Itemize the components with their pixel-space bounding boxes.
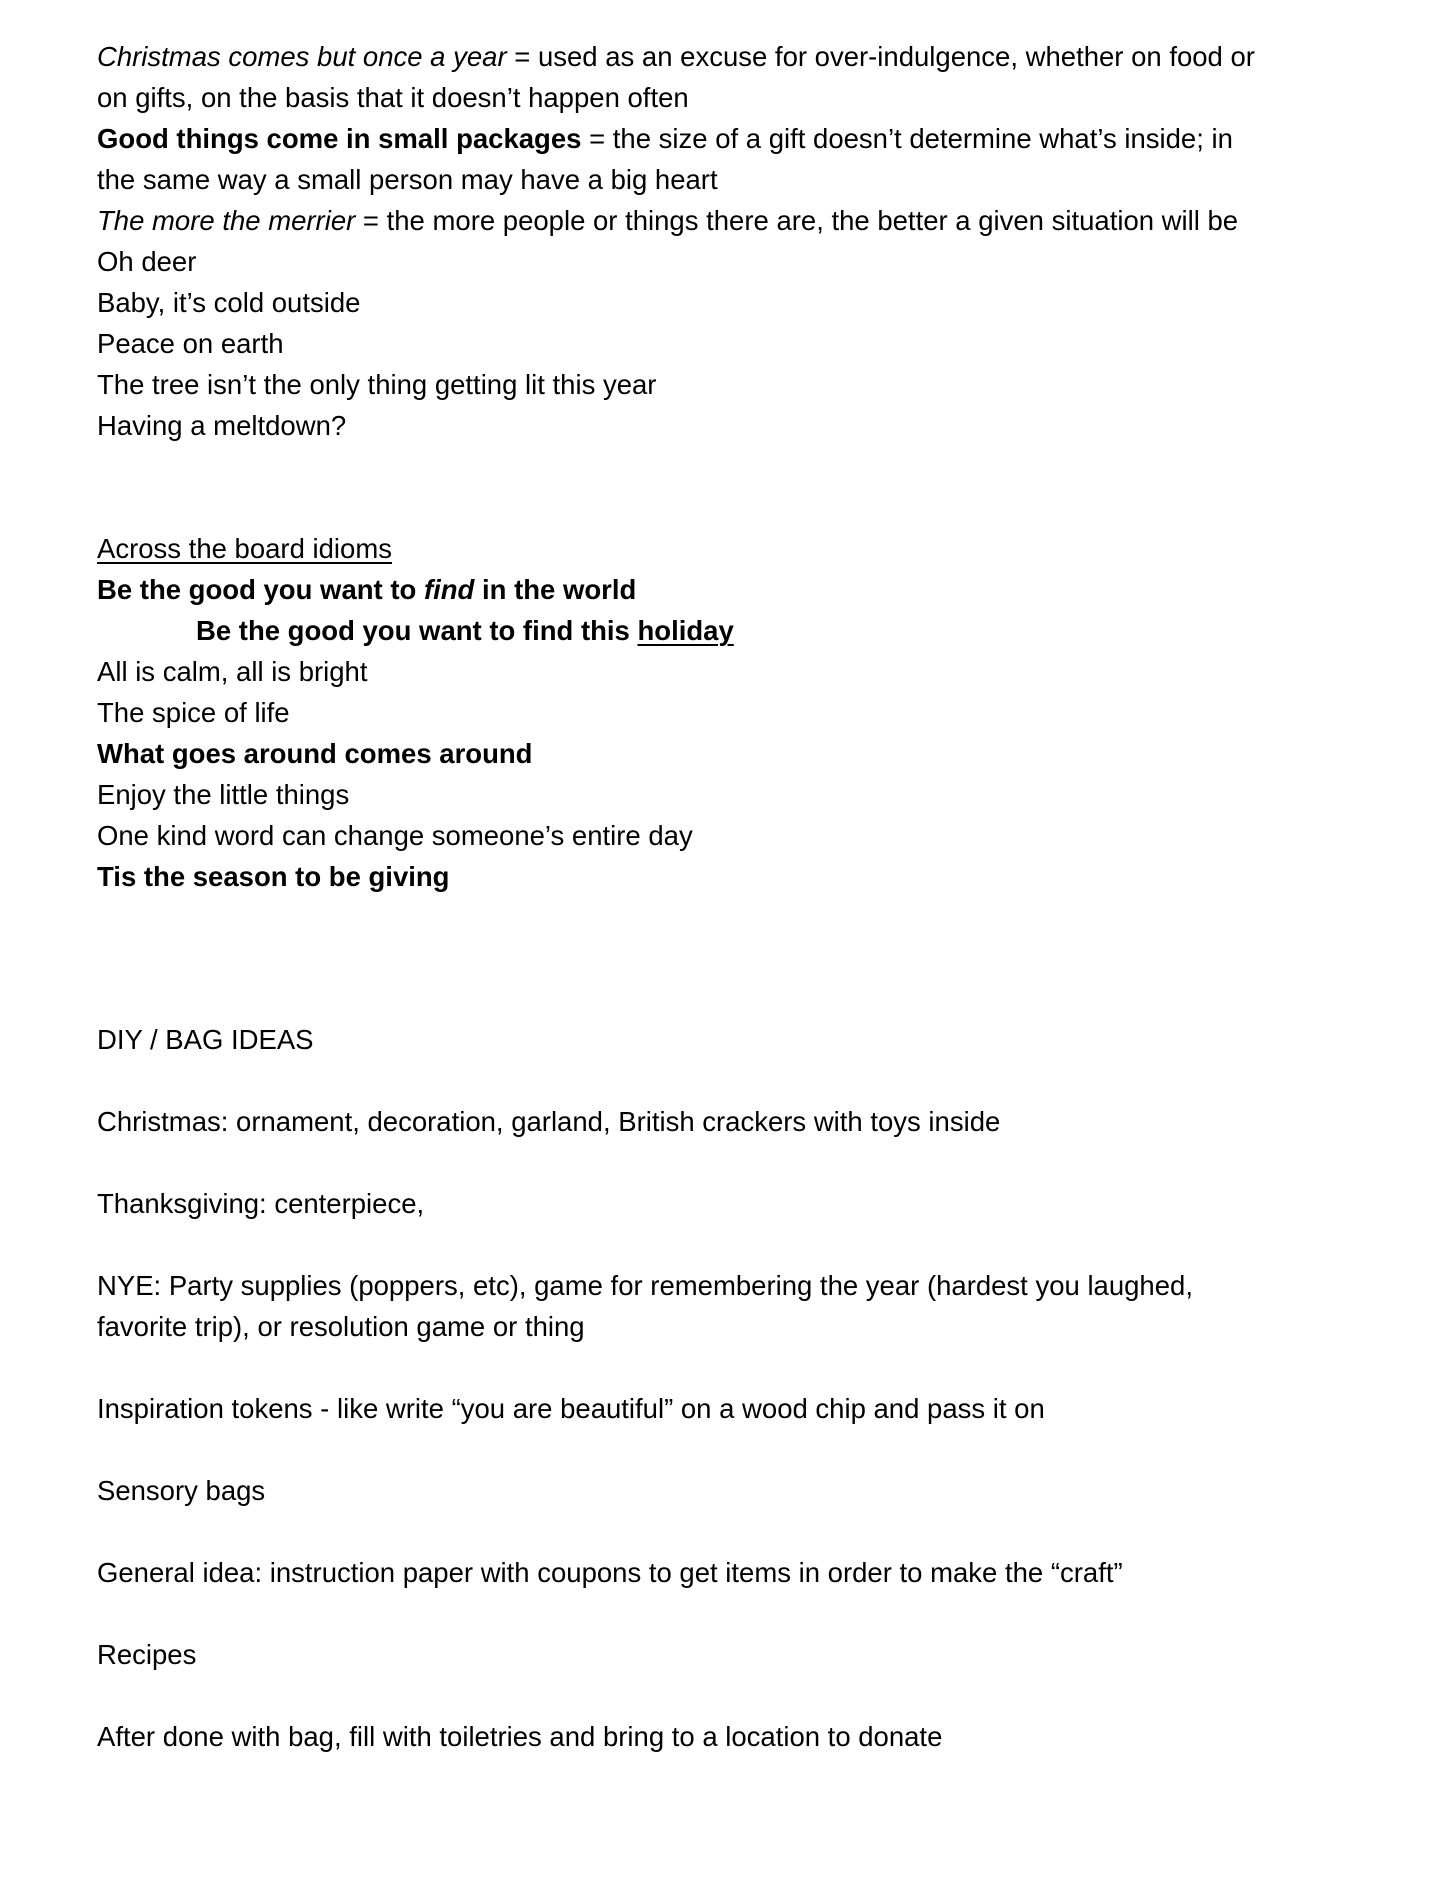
be-good-world	[97, 569, 1397, 610]
across-board-heading-text: Across the board idioms	[97, 533, 392, 564]
be-good-holiday	[196, 610, 1432, 651]
diy-item-recipes: Recipes	[97, 1639, 197, 1670]
diy-item-after: After done with bag, fill with toiletries and bring to a location to donate	[97, 1721, 943, 1752]
diy-item-thanksgiving: Thanksgiving: centerpiece,	[97, 1188, 425, 1219]
diy-item-general: General idea: instruction paper with coupons to get items in order to make the “craft”	[97, 1557, 1123, 1588]
idiom-term: The more the merrier	[97, 205, 356, 236]
be-good-find-word: find	[423, 574, 475, 605]
pun-item: Oh deer	[97, 246, 197, 277]
idiom-definition: = the more people or things there are, the better a given situation will be	[355, 205, 1239, 236]
across-item: What goes around comes around	[97, 738, 533, 769]
idiom-good-things-line-2: the same way a small person may have a big heart	[97, 164, 718, 195]
across-item: Enjoy the little things	[97, 779, 350, 810]
idiom-definition: = the size of a gift doesn’t determine what’s inside; in	[581, 123, 1233, 154]
across-item: One kind word can change someone’s entire day	[97, 820, 693, 851]
idiom-term: Christmas comes but once a year	[97, 41, 507, 72]
across-board-heading	[97, 528, 1397, 569]
diy-item-christmas: Christmas: ornament, decoration, garland, British crackers with toys inside	[97, 1106, 1001, 1137]
idiom-christmas-line-1	[97, 36, 1397, 77]
idiom-more-merrier	[97, 200, 1397, 241]
pun-item: The tree isn’t the only thing getting lit this year	[97, 369, 657, 400]
across-item: The spice of life	[97, 697, 290, 728]
pun-item: Peace on earth	[97, 328, 284, 359]
diy-item-sensory: Sensory bags	[97, 1475, 266, 1506]
diy-item-nye-line-2: favorite trip), or resolution game or thing	[97, 1311, 585, 1342]
idiom-christmas-line-2: on gifts, on the basis that it doesn’t happen often	[97, 82, 689, 113]
idiom-good-things-line-1	[97, 118, 1397, 159]
be-good-text-a: Be the good you want to	[97, 574, 424, 605]
idiom-definition: = used as an excuse for over-indulgence, whether on food or	[506, 41, 1255, 72]
pun-item: Having a meltdown?	[97, 410, 347, 441]
diy-heading: DIY / BAG IDEAS	[97, 1024, 314, 1055]
be-good-holiday-text: Be the good you want to find this	[196, 615, 638, 646]
diy-item-nye-line-1: NYE: Party supplies (poppers, etc), game for remembering the year (hardest you laughed,	[97, 1270, 1193, 1301]
diy-item-tokens: Inspiration tokens - like write “you are beautiful” on a wood chip and pass it on	[97, 1393, 1045, 1424]
across-item: Tis the season to be giving	[97, 861, 450, 892]
be-good-text-b: in the world	[474, 574, 637, 605]
idiom-term: Good things come in small packages	[97, 123, 582, 154]
be-good-holiday-word: holiday	[637, 615, 734, 646]
pun-item: Baby, it’s cold outside	[97, 287, 361, 318]
across-item: All is calm, all is bright	[97, 656, 368, 687]
